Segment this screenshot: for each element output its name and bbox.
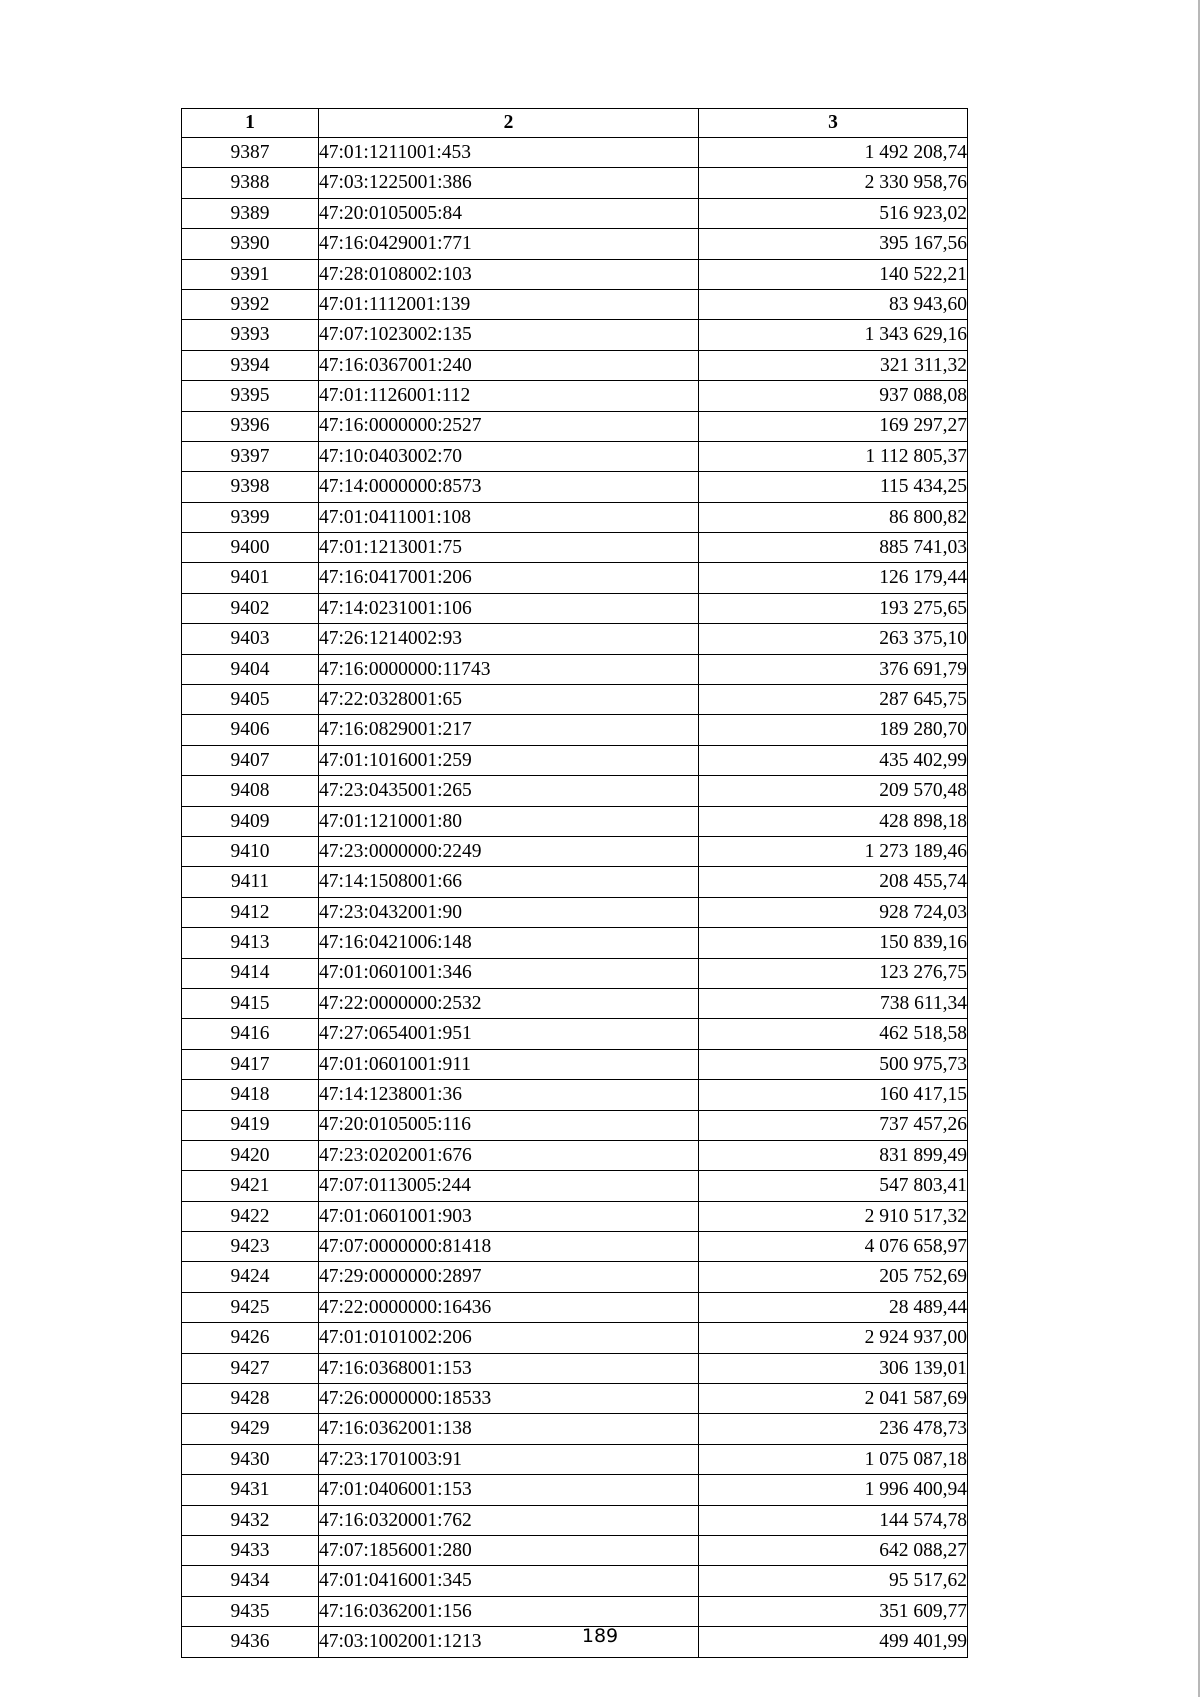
value-cell: 287 645,75 xyxy=(699,685,968,715)
row-number-cell: 9394 xyxy=(182,350,319,380)
row-number-cell: 9428 xyxy=(182,1384,319,1414)
cadastral-number-cell: 47:07:0000000:81418 xyxy=(319,1232,699,1262)
cadastral-number-cell: 47:20:0105005:116 xyxy=(319,1110,699,1140)
value-cell: 321 311,32 xyxy=(699,350,968,380)
table-row xyxy=(182,381,968,411)
value-cell: 1 075 087,18 xyxy=(699,1444,968,1474)
value-cell: 126 179,44 xyxy=(699,563,968,593)
row-number-cell: 9425 xyxy=(182,1292,319,1322)
value-cell: 1 492 208,74 xyxy=(699,138,968,168)
cadastral-number-cell: 47:03:1225001:386 xyxy=(319,168,699,198)
cadastral-number-cell: 47:14:0000000:8573 xyxy=(319,472,699,502)
table-row xyxy=(182,1353,968,1383)
row-number-cell: 9414 xyxy=(182,958,319,988)
row-number-cell: 9398 xyxy=(182,472,319,502)
row-number-cell: 9426 xyxy=(182,1323,319,1353)
value-cell: 144 574,78 xyxy=(699,1505,968,1535)
value-cell: 28 489,44 xyxy=(699,1292,968,1322)
table-row xyxy=(182,1596,968,1626)
row-number-cell: 9418 xyxy=(182,1080,319,1110)
row-number-cell: 9412 xyxy=(182,897,319,927)
row-number-cell: 9422 xyxy=(182,1201,319,1231)
cadastral-number-cell: 47:16:0362001:138 xyxy=(319,1414,699,1444)
cadastral-number-cell: 47:16:0367001:240 xyxy=(319,350,699,380)
table-row xyxy=(182,502,968,532)
value-cell: 189 280,70 xyxy=(699,715,968,745)
table-row xyxy=(182,229,968,259)
cadastral-number-cell: 47:22:0000000:16436 xyxy=(319,1292,699,1322)
row-number-cell: 9434 xyxy=(182,1566,319,1596)
cadastral-number-cell: 47:07:0113005:244 xyxy=(319,1171,699,1201)
row-number-cell: 9387 xyxy=(182,138,319,168)
row-number-cell: 9421 xyxy=(182,1171,319,1201)
cadastral-number-cell: 47:01:0601001:346 xyxy=(319,958,699,988)
table-row xyxy=(182,745,968,775)
row-number-cell: 9423 xyxy=(182,1232,319,1262)
row-number-cell: 9431 xyxy=(182,1475,319,1505)
row-number-cell: 9388 xyxy=(182,168,319,198)
table-row xyxy=(182,624,968,654)
table-row xyxy=(182,1535,968,1565)
cadastral-number-cell: 47:14:0231001:106 xyxy=(319,593,699,623)
row-number-cell: 9432 xyxy=(182,1505,319,1535)
cadastral-number-cell: 47:23:0000000:2249 xyxy=(319,836,699,866)
cadastral-number-cell: 47:28:0108002:103 xyxy=(319,259,699,289)
row-number-cell: 9409 xyxy=(182,806,319,836)
value-cell: 642 088,27 xyxy=(699,1535,968,1565)
value-cell: 140 522,21 xyxy=(699,259,968,289)
cadastral-number-cell: 47:22:0328001:65 xyxy=(319,685,699,715)
row-number-cell: 9427 xyxy=(182,1353,319,1383)
value-cell: 193 275,65 xyxy=(699,593,968,623)
cadastral-number-cell: 47:26:0000000:18533 xyxy=(319,1384,699,1414)
cadastral-number-cell: 47:27:0654001:951 xyxy=(319,1019,699,1049)
table-row xyxy=(182,1201,968,1231)
table-row xyxy=(182,1140,968,1170)
value-cell: 462 518,58 xyxy=(699,1019,968,1049)
value-cell: 1 996 400,94 xyxy=(699,1475,968,1505)
table-row xyxy=(182,1080,968,1110)
value-cell: 937 088,08 xyxy=(699,381,968,411)
value-cell: 160 417,15 xyxy=(699,1080,968,1110)
value-cell: 1 112 805,37 xyxy=(699,441,968,471)
table-row xyxy=(182,1505,968,1535)
table-row xyxy=(182,806,968,836)
value-cell: 1 273 189,46 xyxy=(699,836,968,866)
row-number-cell: 9420 xyxy=(182,1140,319,1170)
table-row xyxy=(182,1019,968,1049)
value-cell: 500 975,73 xyxy=(699,1049,968,1079)
table-row xyxy=(182,411,968,441)
header-row xyxy=(182,109,968,138)
row-number-cell: 9397 xyxy=(182,441,319,471)
cadastral-number-cell: 47:01:0411001:108 xyxy=(319,502,699,532)
row-number-cell: 9433 xyxy=(182,1535,319,1565)
row-number-cell: 9416 xyxy=(182,1019,319,1049)
cadastral-number-cell: 47:01:1210001:80 xyxy=(319,806,699,836)
value-cell: 83 943,60 xyxy=(699,289,968,319)
table-row xyxy=(182,259,968,289)
table-row xyxy=(182,928,968,958)
value-cell: 2 330 958,76 xyxy=(699,168,968,198)
cadastral-number-cell: 47:16:0421006:148 xyxy=(319,928,699,958)
row-number-cell: 9406 xyxy=(182,715,319,745)
row-number-cell: 9393 xyxy=(182,320,319,350)
cadastral-number-cell: 47:01:0601001:903 xyxy=(319,1201,699,1231)
table-row xyxy=(182,685,968,715)
row-number-cell: 9435 xyxy=(182,1596,319,1626)
value-cell: 376 691,79 xyxy=(699,654,968,684)
table-row xyxy=(182,958,968,988)
value-cell: 428 898,18 xyxy=(699,806,968,836)
value-cell: 928 724,03 xyxy=(699,897,968,927)
cadastral-number-cell: 47:20:0105005:84 xyxy=(319,198,699,228)
row-number-cell: 9413 xyxy=(182,928,319,958)
cadastral-number-cell: 47:01:0101002:206 xyxy=(319,1323,699,1353)
value-cell: 209 570,48 xyxy=(699,776,968,806)
table-row xyxy=(182,715,968,745)
row-number-cell: 9408 xyxy=(182,776,319,806)
cadastral-number-cell: 47:16:0368001:153 xyxy=(319,1353,699,1383)
row-number-cell: 9410 xyxy=(182,836,319,866)
row-number-cell: 9400 xyxy=(182,533,319,563)
table-row xyxy=(182,168,968,198)
row-number-cell: 9436 xyxy=(182,1627,319,1657)
row-number-cell: 9391 xyxy=(182,259,319,289)
cadastral-number-cell: 47:16:0829001:217 xyxy=(319,715,699,745)
cadastral-number-cell: 47:16:0320001:762 xyxy=(319,1505,699,1535)
value-cell: 2 924 937,00 xyxy=(699,1323,968,1353)
cadastral-number-cell: 47:26:1214002:93 xyxy=(319,624,699,654)
cadastral-number-cell: 47:01:1112001:139 xyxy=(319,289,699,319)
cadastral-number-cell: 47:03:1002001:1213 xyxy=(319,1627,699,1657)
cadastral-number-cell: 47:16:0429001:771 xyxy=(319,229,699,259)
value-cell: 516 923,02 xyxy=(699,198,968,228)
table-row xyxy=(182,867,968,897)
cadastral-number-cell: 47:16:0000000:11743 xyxy=(319,654,699,684)
row-number-cell: 9424 xyxy=(182,1262,319,1292)
value-cell: 2 910 517,32 xyxy=(699,1201,968,1231)
table-header xyxy=(182,109,968,138)
column-header-2: 2 xyxy=(319,109,699,138)
table-row xyxy=(182,198,968,228)
cadastral-number-cell: 47:07:1856001:280 xyxy=(319,1535,699,1565)
table-row xyxy=(182,1110,968,1140)
table-row xyxy=(182,1444,968,1474)
table-row xyxy=(182,533,968,563)
row-number-cell: 9399 xyxy=(182,502,319,532)
table-row xyxy=(182,289,968,319)
cadastral-number-cell: 47:29:0000000:2897 xyxy=(319,1262,699,1292)
cadastral-number-cell: 47:23:0435001:265 xyxy=(319,776,699,806)
value-cell: 4 076 658,97 xyxy=(699,1232,968,1262)
value-cell: 263 375,10 xyxy=(699,624,968,654)
value-cell: 395 167,56 xyxy=(699,229,968,259)
table-row xyxy=(182,138,968,168)
value-cell: 86 800,82 xyxy=(699,502,968,532)
table-row xyxy=(182,1475,968,1505)
table-row xyxy=(182,776,968,806)
row-number-cell: 9407 xyxy=(182,745,319,775)
table-body xyxy=(182,138,968,1658)
cadastral-value-table xyxy=(181,108,968,1658)
cadastral-number-cell: 47:01:1213001:75 xyxy=(319,533,699,563)
cadastral-number-cell: 47:23:1701003:91 xyxy=(319,1444,699,1474)
table-row xyxy=(182,1384,968,1414)
value-cell: 236 478,73 xyxy=(699,1414,968,1444)
cadastral-number-cell: 47:23:0202001:676 xyxy=(319,1140,699,1170)
row-number-cell: 9395 xyxy=(182,381,319,411)
cadastral-number-cell: 47:01:0601001:911 xyxy=(319,1049,699,1079)
row-number-cell: 9419 xyxy=(182,1110,319,1140)
table-row xyxy=(182,988,968,1018)
row-number-cell: 9429 xyxy=(182,1414,319,1444)
cadastral-number-cell: 47:23:0432001:90 xyxy=(319,897,699,927)
table-row xyxy=(182,350,968,380)
value-cell: 1 343 629,16 xyxy=(699,320,968,350)
row-number-cell: 9390 xyxy=(182,229,319,259)
cadastral-number-cell: 47:01:1016001:259 xyxy=(319,745,699,775)
row-number-cell: 9401 xyxy=(182,563,319,593)
value-cell: 169 297,27 xyxy=(699,411,968,441)
value-cell: 499 401,99 xyxy=(699,1627,968,1657)
table-row xyxy=(182,1262,968,1292)
cadastral-number-cell: 47:22:0000000:2532 xyxy=(319,988,699,1018)
table-row xyxy=(182,472,968,502)
row-number-cell: 9396 xyxy=(182,411,319,441)
value-cell: 738 611,34 xyxy=(699,988,968,1018)
cadastral-number-cell: 47:01:0406001:153 xyxy=(319,1475,699,1505)
table-row xyxy=(182,654,968,684)
value-cell: 435 402,99 xyxy=(699,745,968,775)
table-row xyxy=(182,1414,968,1444)
value-cell: 2 041 587,69 xyxy=(699,1384,968,1414)
page-number: 189 xyxy=(581,1625,619,1647)
value-cell: 123 276,75 xyxy=(699,958,968,988)
row-number-cell: 9411 xyxy=(182,867,319,897)
value-cell: 150 839,16 xyxy=(699,928,968,958)
cadastral-number-cell: 47:16:0417001:206 xyxy=(319,563,699,593)
value-cell: 115 434,25 xyxy=(699,472,968,502)
table-row xyxy=(182,441,968,471)
cadastral-number-cell: 47:01:1211001:453 xyxy=(319,138,699,168)
table-row xyxy=(182,1049,968,1079)
table-row xyxy=(182,1292,968,1322)
cadastral-number-cell: 47:14:1508001:66 xyxy=(319,867,699,897)
table-row xyxy=(182,1323,968,1353)
column-header-3: 3 xyxy=(699,109,968,138)
value-cell: 831 899,49 xyxy=(699,1140,968,1170)
row-number-cell: 9389 xyxy=(182,198,319,228)
value-cell: 205 752,69 xyxy=(699,1262,968,1292)
table-row xyxy=(182,1232,968,1262)
table-row xyxy=(182,593,968,623)
row-number-cell: 9402 xyxy=(182,593,319,623)
value-cell: 885 741,03 xyxy=(699,533,968,563)
row-number-cell: 9403 xyxy=(182,624,319,654)
value-cell: 351 609,77 xyxy=(699,1596,968,1626)
cadastral-number-cell: 47:01:1126001:112 xyxy=(319,381,699,411)
table-row xyxy=(182,563,968,593)
table-row xyxy=(182,897,968,927)
row-number-cell: 9405 xyxy=(182,685,319,715)
table-row xyxy=(182,1566,968,1596)
value-cell: 737 457,26 xyxy=(699,1110,968,1140)
table-row xyxy=(182,320,968,350)
value-cell: 95 517,62 xyxy=(699,1566,968,1596)
table-row xyxy=(182,1171,968,1201)
value-cell: 547 803,41 xyxy=(699,1171,968,1201)
row-number-cell: 9415 xyxy=(182,988,319,1018)
cadastral-number-cell: 47:01:0416001:345 xyxy=(319,1566,699,1596)
cadastral-number-cell: 47:14:1238001:36 xyxy=(319,1080,699,1110)
row-number-cell: 9417 xyxy=(182,1049,319,1079)
cadastral-number-cell: 47:07:1023002:135 xyxy=(319,320,699,350)
table-row xyxy=(182,836,968,866)
cadastral-number-cell: 47:10:0403002:70 xyxy=(319,441,699,471)
column-header-1: 1 xyxy=(182,109,319,138)
value-cell: 208 455,74 xyxy=(699,867,968,897)
cadastral-number-cell: 47:16:0000000:2527 xyxy=(319,411,699,441)
cadastral-number-cell: 47:16:0362001:156 xyxy=(319,1596,699,1626)
row-number-cell: 9430 xyxy=(182,1444,319,1474)
row-number-cell: 9404 xyxy=(182,654,319,684)
row-number-cell: 9392 xyxy=(182,289,319,319)
value-cell: 306 139,01 xyxy=(699,1353,968,1383)
